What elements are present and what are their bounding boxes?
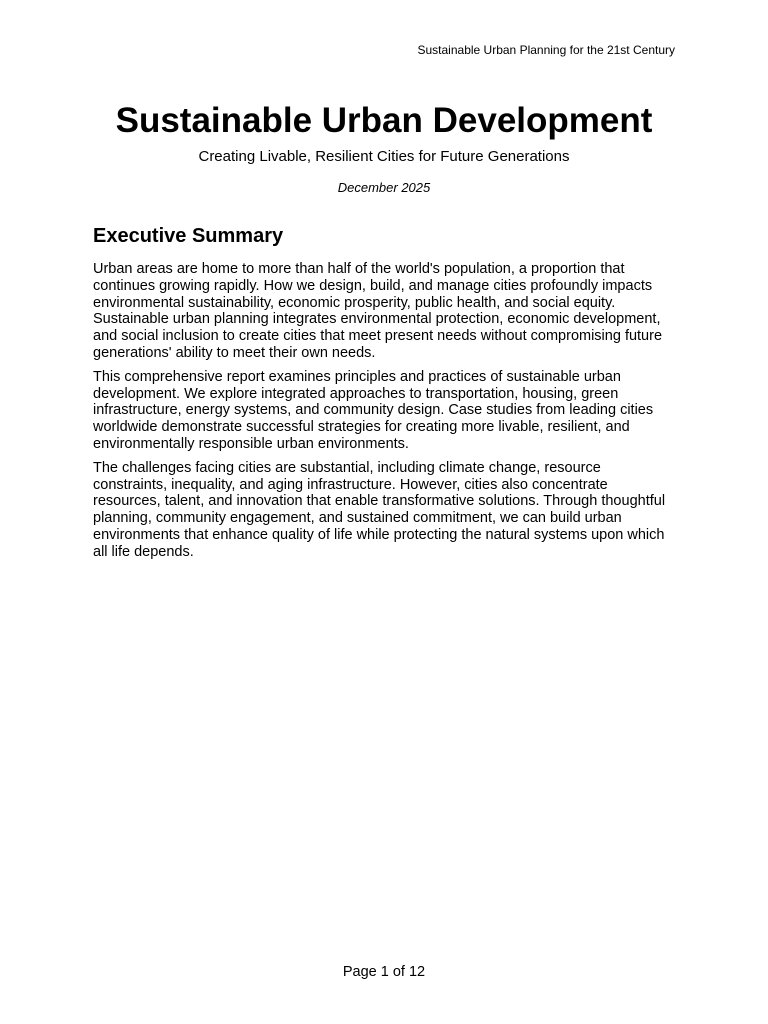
page-number: Page 1 of 12: [342, 964, 426, 980]
section-heading-executive-summary: Executive Summary: [93, 225, 284, 247]
document-subtitle: Creating Livable, Resilient Cities for Future Generations: [198, 148, 570, 165]
executive-summary-body: [93, 261, 675, 568]
paragraph: This comprehensive report examines principles and practices of sustainable urban development. We explore integrated approaches to transportation, housing, green infrastructure, energy systems, and community design. Case studies from leading cities worldwide demonstrate successful strategies for creating more livable, resilient, and environmentally responsible urban environments.: [93, 368, 654, 452]
document-title: Sustainable Urban Development: [115, 101, 653, 140]
paragraph: The challenges facing cities are substantial, including climate change, resource constraints, inequality, and aging infrastructure. However, cities also concentrate resources, talent, and innovation that enable transformative solutions. Through thoughtful planning, community engagement, and sustained commitment, we can build urban environments that enhance quality of life while protecting the natural systems upon which all life depends.: [93, 459, 666, 560]
document-date: December 2025: [337, 180, 431, 195]
paragraph: Urban areas are home to more than half of the world's population, a proportion that continues growing rapidly. How we design, build, and manage cities profoundly impacts environmental sustainability, economic prosperity, public health, and social equity. Sustainable urban planning integrates environmental protection, economic development, and social inclusion to create cities that meet present needs without compromising future generations' ability to meet their own needs.: [93, 261, 663, 361]
running-header: Sustainable Urban Planning for the 21st Century: [417, 43, 675, 57]
